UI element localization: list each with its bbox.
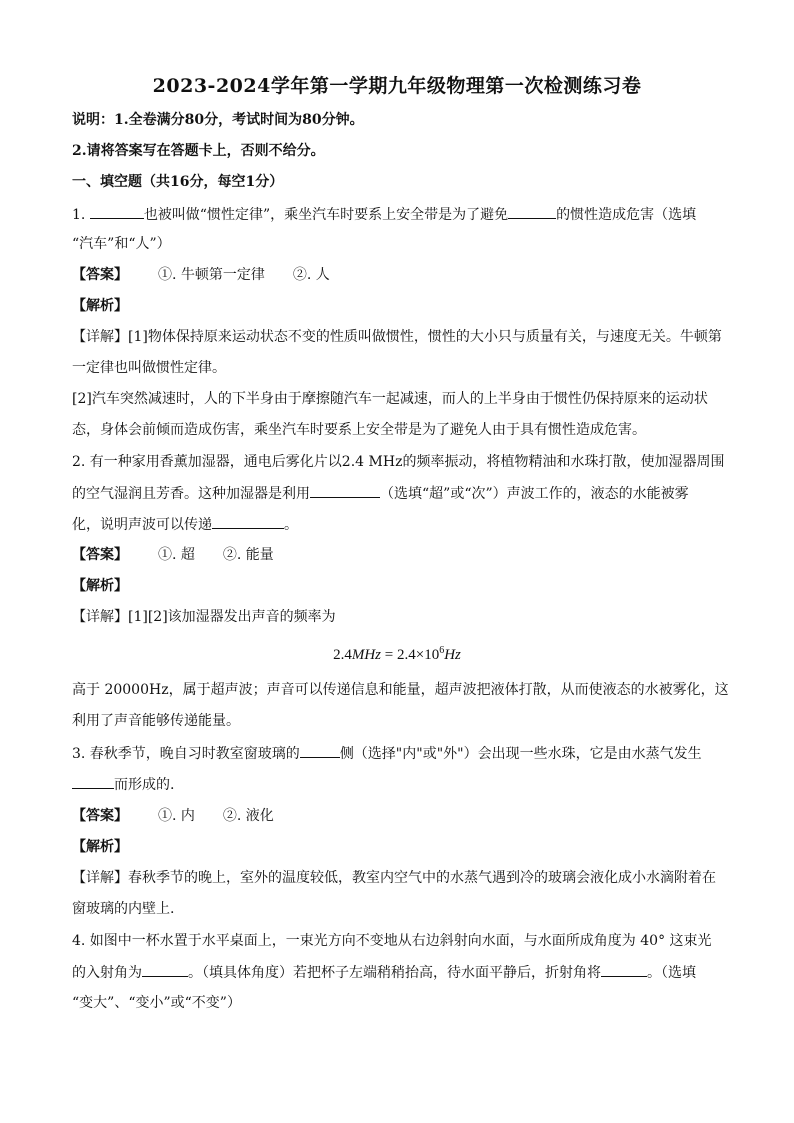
formula-unit-hz: Hz [444,647,461,663]
q2-line-3 [72,514,732,535]
q4-line-2 [72,962,732,983]
formula-exponent: 6 [439,645,445,656]
q1-text-3: 的惯性造成危害（选填 [556,207,697,223]
q1-detail-2b: 态，身体会前倾而造成伤害，乘坐汽车时要系上安全带是为了避免人由于具有惯性造成危害。 [72,422,646,438]
q4-text-2a: 的入射角为 [72,965,142,981]
section-heading: 一、填空题（共16分，每空1分） [72,174,284,190]
q1-answer [72,265,732,285]
answer-label: 【答案】 [72,547,128,563]
q3-blank-2 [72,774,114,789]
q4-text-2b: 。（填具体角度）若把杯子左端稍稍抬高，待水面平静后，折射角将 [188,965,601,981]
q2-detail-2a: 高于 20000Hz，属于超声波；声音可以传递信息和能量，超声波把液体打散，从而使液态的水被雾化，这 [72,682,729,698]
q1-answer-2: ②. 人 [292,267,330,283]
q2-text-2a: 的空气湿润且芳香。这种加湿器是利用 [72,486,310,502]
q2-answer [72,545,732,565]
formula-unit-mhz: MHz [351,647,382,663]
q1-detail-1a: 【详解】[1]物体保持原来运动状态不变的性质叫做惯性，惯性的大小只与质量有关，与速度无关。牛顿第 [72,329,722,345]
q4-blank-2 [601,962,647,977]
q4-blank-1 [142,962,188,977]
q2-text-3a: 化，说明声波可以传递 [72,517,212,533]
q1-blank-2 [508,204,556,219]
q2-line-1: 2. 有一种家用香薰加湿器，通电后雾化片以2.4 MHz的频率振动，将植物精油和水珠打散，使加湿器周围 [72,454,725,470]
q3-analysis-label: 【解析】 [72,839,128,855]
q1-line-1 [72,204,732,225]
q1-analysis-label: 【解析】 [72,298,128,314]
q2-text-2b: （选填“超”或“次”）声波工作的，液态的水能被雾 [380,486,689,502]
q1-detail-2a: [2]汽车突然减速时，人的下半身由于摩擦随汽车一起减速，而人的上半身由于惯性仍保持原来的运动状 [72,391,708,407]
q2-detail-1: 【详解】[1][2]该加湿器发出声音的频率为 [72,609,336,625]
q1-answer-1: ①. 牛顿第一定律 [158,267,265,283]
q3-text-2: 而形成的. [114,777,175,793]
q1-detail-1b: 一定律也叫做惯性定律。 [72,360,226,376]
q3-answer [72,806,732,826]
q3-text-1b: 侧（选择"内"或"外"）会出现一些水珠，它是由水蒸气发生 [339,746,702,762]
q2-answer-1: ①. 超 [158,547,195,563]
q3-line-1 [72,743,732,764]
q2-answer-2: ②. 能量 [222,547,274,563]
formula-lhs: 2.4 [333,647,352,663]
q3-detail-a: 【详解】春秋季节的晚上，室外的温度较低，教室内空气中的水蒸气遇到冷的玻璃会液化成小水滴附着在 [72,870,716,886]
q3-detail-b: 窗玻璃的内壁上. [72,901,175,917]
q2-detail-2b: 利用了声音能够传递能量。 [72,713,240,729]
q1-blank-1 [90,204,144,219]
q1-line-2: “汽车”和“人”） [72,236,171,252]
q2-analysis-label: 【解析】 [72,578,128,594]
q4-line-3: “变大”、“变小”或“不变”） [72,995,241,1011]
q4-text-2c: 。（选填 [647,965,696,981]
note-line-1: 说明：1.全卷满分80分，考试时间为80分钟。 [72,112,364,128]
page-title: 2023-2024学年第一学期九年级物理第一次检测练习卷 [152,75,642,97]
answer-label: 【答案】 [72,267,128,283]
note-line-2: 2.请将答案写在答题卡上，否则不给分。 [72,143,325,159]
q3-blank-1 [300,743,340,758]
q3-answer-1: ①. 内 [158,808,195,824]
q3-line-2 [72,774,732,795]
q1-number: 1. [72,207,90,223]
q1-text-2: 也被叫做“惯性定律”，乘坐汽车时要系上安全带是为了避免 [143,207,509,223]
q4-line-1: 4. 如图中一杯水置于水平桌面上，一束光方向不变地从右边斜射向水面，与水面所成角度为 40° 这束光 [72,933,712,949]
q3-answer-2: ②. 液化 [222,808,274,824]
q2-blank-2 [212,514,284,529]
q2-text-3b: 。 [284,517,298,533]
answer-label: 【答案】 [72,808,128,824]
frequency-formula [0,645,794,664]
q3-text-1a: 3. 春秋季节，晚自习时教室窗玻璃的 [72,746,300,762]
formula-rhs: = 2.4×10 [381,647,440,663]
q2-line-2 [72,483,732,504]
q2-blank-1 [310,483,380,498]
